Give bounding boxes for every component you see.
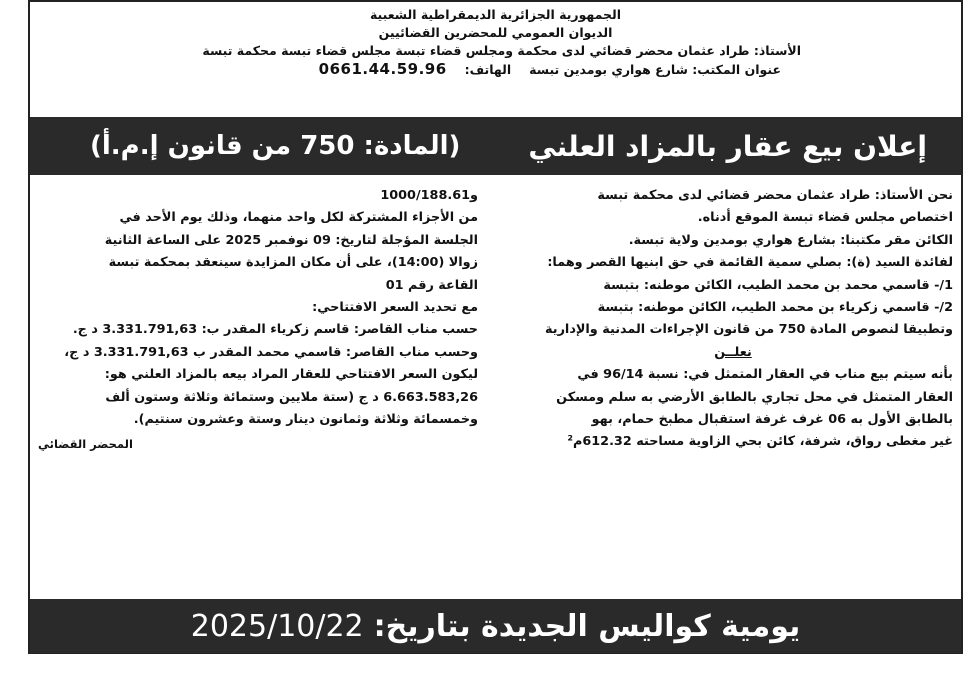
body-line: 6.663.583,26 د ج (ستة ملايين وستمائة وثلاثة وستون ألف: [105, 389, 478, 405]
body-line: 1/- قاسمي محمد بن محمد الطيب، الكائن موطنه: بتبسة: [603, 277, 953, 293]
right-column: [513, 185, 953, 454]
body-line: من الأجزاء المشتركة لكل واحد منهما، وذلك يوم الأحد في: [119, 210, 478, 226]
letterhead: [30, 6, 961, 79]
body-line: اختصاص مجلس قضاء تبسة الموقع أدناه.: [697, 210, 953, 226]
body-line: الجلسة المؤجلة لتاريخ: 09 نوفمبر 2025 على الساعة الثانية: [104, 232, 478, 248]
left-column: [38, 185, 478, 456]
body-line: بأنه سيتم بيع مناب في العقار المتمثل في: نسبة 96/14 في: [577, 367, 953, 383]
phone-number: 0661.44.59.96: [318, 60, 447, 78]
republic-name: الجمهورية الجزائرية الديمقراطية الشعبية: [369, 7, 622, 22]
notice-title: إعلان بيع عقار بالمزاد العلني: [528, 129, 927, 163]
notice-body: [30, 185, 961, 585]
body-line: الكائن مقر مكتبنا: بشارع هواري بومدين ولاية تبسة.: [628, 232, 953, 248]
body-line: نحن الأستاذ: طراد عثمان محضر قضائي لدى محكمة تبسة: [597, 188, 953, 203]
announcement-heading: نعلــن: [714, 344, 752, 360]
office-name: الديوان العمومي للمحضرين القضائيين: [378, 25, 613, 40]
body-line: القاعة رقم 01: [385, 277, 478, 293]
signature: المحضر القضائي: [38, 437, 133, 452]
legal-notice: [28, 0, 963, 654]
contact-line: [30, 60, 961, 79]
body-line: بالطابق الأول به 06 غرف غرفة استقبال مطبخ حمام، بهو: [591, 412, 953, 428]
article-reference: (المادة: 750 من قانون إ.م.أ): [90, 131, 461, 161]
body-line: زوالا (14:00)، على أن مكان المزايدة سينعقد بمحكمة تبسة: [108, 255, 478, 271]
publication-date: 2025/10/22: [190, 608, 364, 644]
body-line: لفائدة السيد (ة): بصلي سمية القائمة في حق ابنيها القصر وهما:: [547, 255, 953, 271]
body-line: حسب مناب القاصر: قاسم زكرياء المقدر ب: 3.331.791,63 د ج.: [72, 322, 478, 338]
footer-bar: [30, 599, 961, 653]
body-line: و1000/188.61: [380, 188, 478, 203]
body-line: وخمسمائة وثلاثة وثمانون دينار وستة وعشرون سنتيم).: [133, 412, 478, 428]
body-line: 2/- قاسمي زكرياء بن محمد الطيب، الكائن موطنه: بتبسة: [597, 300, 953, 316]
body-line: وتطبيقا لنصوص المادة 750 من قانون الإجراءات المدنية والإدارية: [545, 322, 953, 338]
publication-name: يومية كواليس الجديدة بتاريخ:: [373, 608, 801, 644]
office-address: عنوان المكتب: شارع هواري بومدين تبسة: [529, 62, 781, 77]
body-line: مع تحديد السعر الافتتاحي:: [312, 300, 478, 316]
body-line: وحسب مناب القاصر: قاسمي محمد المقدر ب 3.331.791,63 د ج،: [64, 344, 478, 360]
phone-label: الهاتف:: [464, 62, 512, 77]
bailiff-name: الأستاذ: طراد عثمان محضر قضائي لدى محكمة ومجلس قضاء تبسة مجلس قضاء تبسة محكمة تبسة: [202, 43, 801, 58]
body-line: غير مغطى رواق، شرفة، كائن بحي الزاوية مساحته 612.32م²: [567, 434, 953, 450]
title-bar: [30, 117, 961, 175]
body-line: ليكون السعر الافتتاحي للعقار المراد بيعه بالمزاد العلني هو:: [104, 367, 478, 383]
body-line: العقار المتمثل في محل تجاري بالطابق الأرضي به سلم ومسكن: [556, 389, 953, 405]
